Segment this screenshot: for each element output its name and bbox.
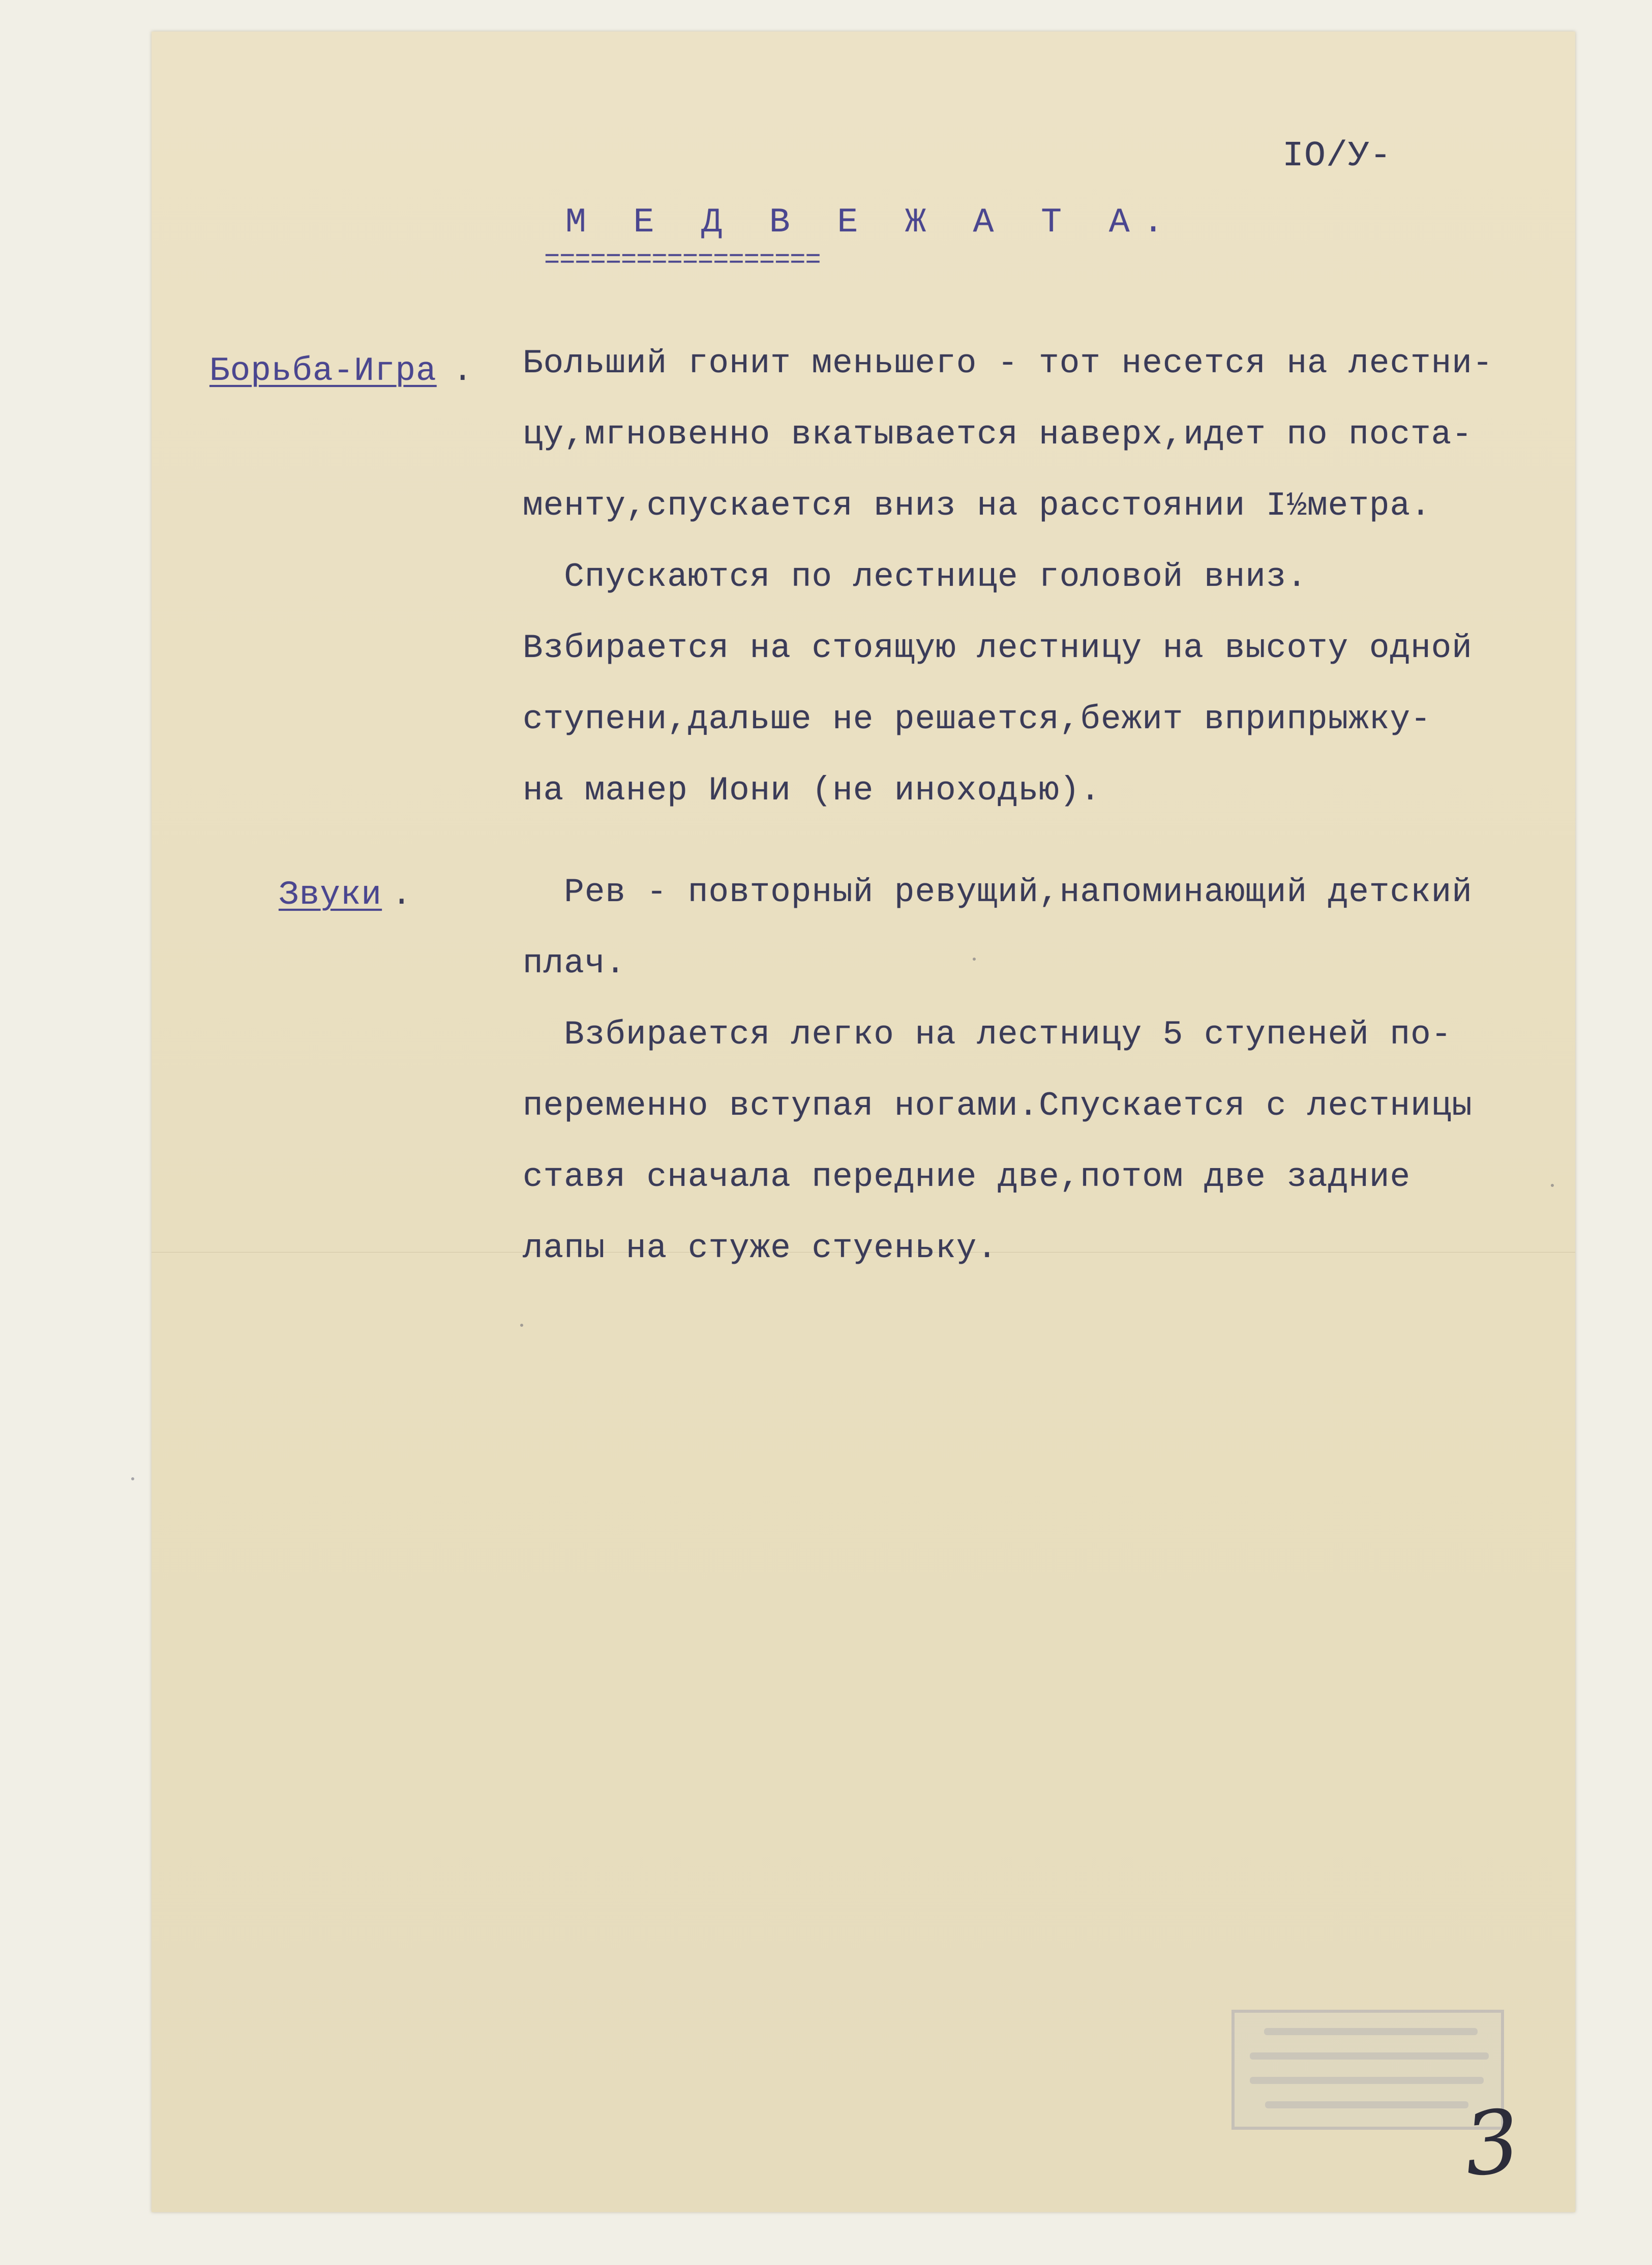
body-line: Больший гонит меньшего - тот несется на лестни- <box>523 344 1493 382</box>
paper-speck <box>1551 1184 1554 1187</box>
body-line: ступени,дальше не решается,бежит вприпрыжку- <box>523 700 1431 738</box>
title-underline: ================== <box>544 245 821 275</box>
section-label-period: . <box>392 876 412 914</box>
body-line: Взбирается легко на лестницу 5 ступеней по- <box>523 1016 1452 1054</box>
body-line: переменно вступая ногами.Спускается с лестницы <box>523 1087 1473 1125</box>
document-title: М Е Д В Е Ж А Т А. <box>565 203 1177 242</box>
body-line: лапы на стуже стуеньку. <box>523 1229 998 1267</box>
body-line: ставя сначала передние две,потом две задние <box>523 1158 1411 1196</box>
body-line: на манер Иони (не иноходью). <box>523 771 1101 810</box>
body-line: менту,спускается вниз на расстоянии I½метра. <box>523 487 1431 525</box>
body-line: Рев - повторный ревущий,напоминающий детский <box>523 873 1473 911</box>
section-label-borba-igra: Борьба-Игра <box>209 352 437 390</box>
paper-speck <box>131 1477 134 1480</box>
document-number: IO/У- <box>1282 136 1392 176</box>
body-line: цу,мгновенно вкатывается наверх,идет по поста- <box>523 415 1473 454</box>
body-line: Взбирается на стоящую лестницу на высоту одной <box>523 629 1473 667</box>
body-line: плач. <box>523 944 626 982</box>
body-line: Спускаются по лестнице головой вниз. <box>523 558 1308 596</box>
handwritten-page-number: 3 <box>1459 2090 1525 2197</box>
paper-speck <box>520 1324 523 1327</box>
paper-speck <box>973 958 976 961</box>
section-label-zvuki: Звуки <box>279 876 382 914</box>
section-label-period: . <box>453 352 473 390</box>
